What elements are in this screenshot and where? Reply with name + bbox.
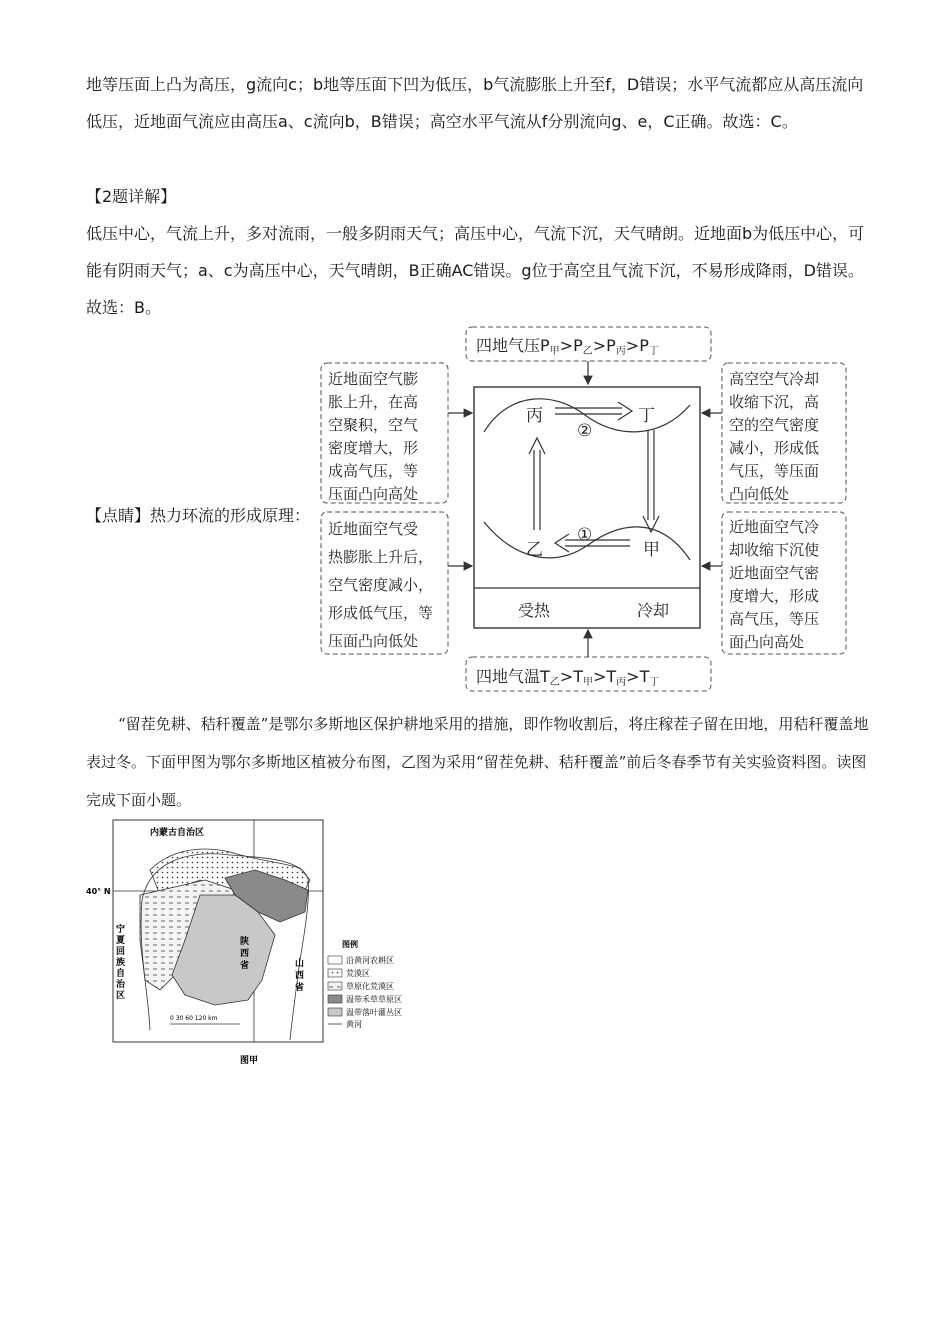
map-group [86, 820, 402, 1066]
svg-text:族: 族 [116, 958, 126, 968]
svg-text:面凸向高处: 面凸向高处 [729, 633, 805, 651]
svg-text:西: 西 [295, 971, 305, 981]
svg-text:草原化荒漠区: 草原化荒漠区 [346, 982, 394, 991]
svg-text:却收缩下沉使: 却收缩下沉使 [729, 541, 820, 559]
svg-text:密度增大，形: 密度增大，形 [328, 439, 419, 457]
pressure-order-text: 四地气压P甲>P乙>P丙>P丁 [476, 336, 659, 357]
map-label-inner-mongolia: 内蒙古自治区 [150, 828, 205, 838]
svg-text:荒漠区: 荒漠区 [346, 969, 370, 978]
svg-text:沿黄河农耕区: 沿黄河农耕区 [346, 956, 394, 965]
svg-text:成高气压，等: 成高气压，等 [328, 462, 419, 480]
svg-text:图例: 图例 [342, 940, 358, 949]
svg-text:减小，形成低: 减小，形成低 [729, 439, 820, 457]
dianjing-label: 【点睛】热力环流的形成原理： [86, 506, 311, 525]
heat-label: 受热 [518, 601, 551, 620]
svg-text:空聚积，空气: 空聚积，空气 [328, 416, 419, 434]
label-circle-1: ① [577, 525, 593, 545]
temperature-order-text: 四地气温T乙>T甲>T丙>T丁 [476, 667, 660, 688]
label-yi: 乙 [526, 540, 543, 560]
svg-text:胀上升，在高: 胀上升，在高 [328, 393, 419, 411]
svg-text:回: 回 [116, 947, 126, 957]
svg-text:陕: 陕 [240, 937, 250, 947]
paragraph-answer-2: 低压中心，气流上升，多对流雨，一般多阴雨天气；高压中心，气流下沉，天气晴朗。近地面b为低压中心，可能有阴雨天气；a、c为高压中心，天气晴朗，B正确AC错误。g位于高空且气流下沉，不易形成降雨，D错误。故选：B。 [86, 224, 865, 317]
svg-text:温带落叶灌丛区: 温带落叶灌丛区 [346, 1008, 402, 1017]
svg-text:空的空气密度: 空的空气密度 [729, 416, 820, 434]
svg-text:高空空气冷却: 高空空气冷却 [729, 370, 820, 388]
svg-text:夏: 夏 [116, 936, 126, 946]
heading-question-2: 【2题详解】 [86, 187, 177, 206]
svg-text:空气密度减小，: 空气密度减小， [328, 576, 434, 594]
map-scale: 0 30 60 120 km [170, 1015, 218, 1022]
svg-text:近地面空气冷: 近地面空气冷 [729, 518, 820, 536]
svg-text:度增大，形成: 度增大，形成 [729, 587, 820, 605]
label-bing: 丙 [526, 406, 543, 426]
svg-text:区: 区 [116, 991, 126, 1001]
paragraph-intro-3: “留茬免耕、秸秆覆盖”是鄂尔多斯地区保护耕地采用的措施，即作物收割后，将庄稼茬子留在田地，用秸秆覆盖地表过冬。下面甲图为鄂尔多斯地区植被分布图，乙图为采用“留茬免耕、秸秆覆盖”前后冬春季节有关实验资料图。读图完成下面小题。 [86, 715, 869, 809]
svg-text:近地面空气受: 近地面空气受 [328, 520, 419, 538]
label-circle-2: ② [577, 421, 593, 441]
svg-text:省: 省 [295, 983, 305, 993]
svg-text:治: 治 [116, 980, 126, 990]
svg-text:山: 山 [295, 959, 305, 969]
map-caption: 图甲 [240, 1056, 259, 1066]
map-legend [328, 939, 402, 1029]
svg-text:形成低气压，等: 形成低气压，等 [328, 604, 434, 622]
svg-text:近地面空气密: 近地面空气密 [729, 564, 820, 582]
svg-text:省: 省 [240, 961, 250, 971]
label-jia: 甲 [643, 540, 660, 560]
label-ding: 丁 [638, 406, 655, 426]
svg-text:热膨胀上升后，: 热膨胀上升后， [328, 548, 434, 566]
svg-text:温带禾草草原区: 温带禾草草原区 [346, 995, 402, 1004]
svg-text:自: 自 [116, 969, 126, 979]
cool-label: 冷却 [637, 601, 670, 620]
svg-text:气压，等压面: 气压，等压面 [729, 462, 820, 480]
svg-text:收缩下沉，高: 收缩下沉，高 [729, 393, 820, 411]
paragraph-answer-1: 地等压面上凸为高压，g流向c；b地等压面下凹为低压，b气流膨胀上升至f，D错误；水平气流都应从高压流向低压，近地面气流应由高压a、c流向b，B错误；高空水平气流从f分别流向g、e，C正确。故选：C。 [86, 75, 864, 131]
svg-text:近地面空气膨: 近地面空气膨 [328, 370, 419, 388]
svg-text:高气压，等压: 高气压，等压 [729, 610, 820, 628]
svg-text:黄河: 黄河 [346, 1020, 362, 1029]
svg-text:西: 西 [240, 949, 250, 959]
svg-text:压面凸向低处: 压面凸向低处 [328, 632, 419, 650]
svg-text:宁: 宁 [116, 925, 126, 935]
map-label-lat: 40° N [86, 887, 111, 896]
svg-text:压面凸向高处: 压面凸向高处 [328, 485, 419, 503]
svg-text:凸向低处: 凸向低处 [729, 485, 790, 503]
